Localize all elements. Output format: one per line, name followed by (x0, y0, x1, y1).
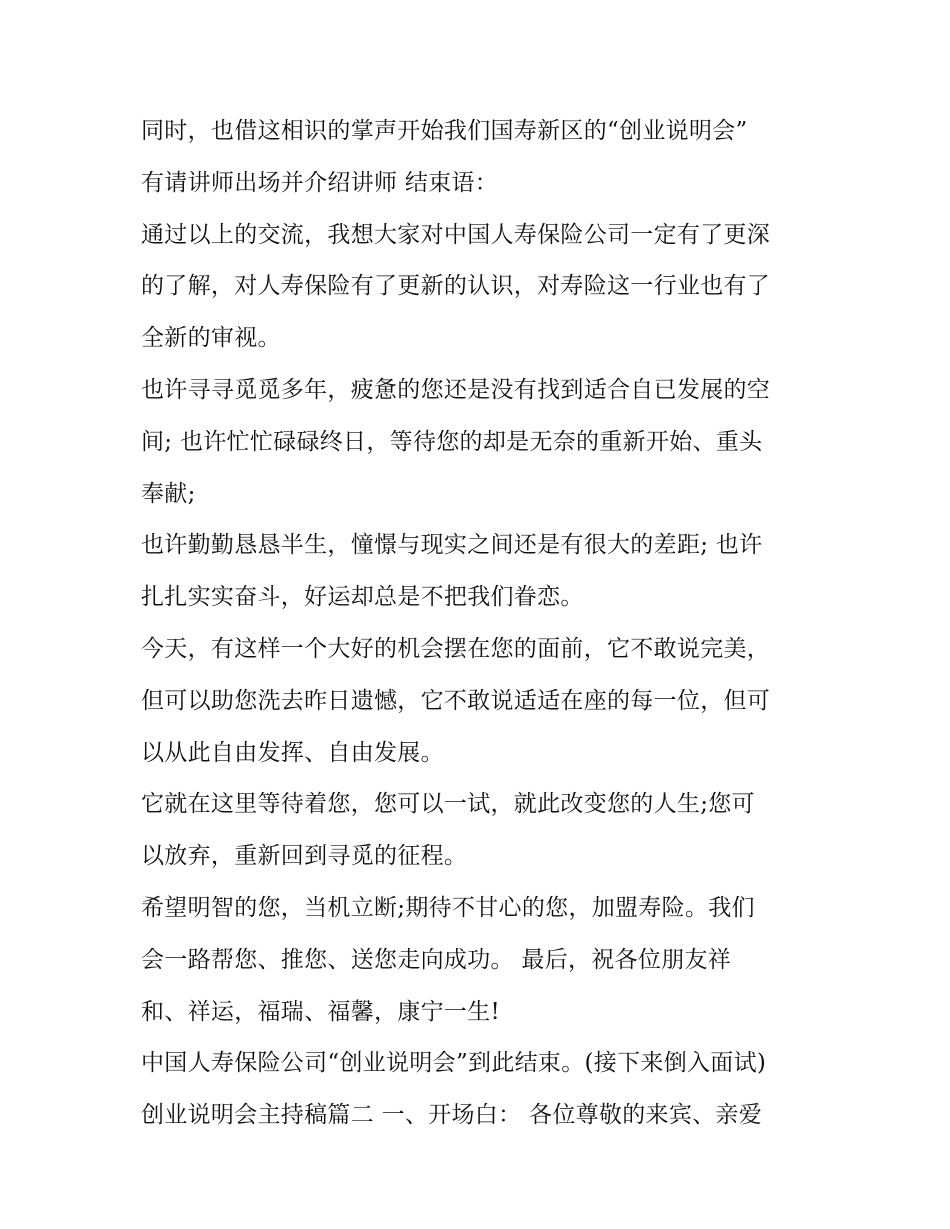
text-line: 以从此自由发挥、自由发展。 (141, 739, 444, 766)
text-line: 和、祥运，福瑞、福馨，康宁一生! (141, 998, 501, 1025)
text-line: 通过以上的交流，我想大家对中国人寿保险公司一定有了更深 (141, 221, 771, 248)
text-line: 它就在这里等待着您，您可以一试，就此改变您的人生;您可 (141, 791, 755, 818)
text-line: 希望明智的您，当机立断;期待不甘心的您，加盟寿险。我们 (141, 894, 755, 921)
text-line: 中国人寿保险公司“创业说明会”到此结束。(接下来倒入面试) (141, 1050, 767, 1077)
text-line: 有请讲师出场并介绍讲师 结束语： (141, 169, 499, 196)
text-line: 全新的审视。 (141, 325, 281, 352)
text-line: 创业说明会主持稿篇二 一、开场白： 各位尊敬的来宾、亲爱 (141, 1102, 763, 1129)
text-line: 今天，有这样一个大好的机会摆在您的面前，它不敢说完美， (141, 635, 771, 662)
text-line: 以放弃，重新回到寻觅的征程。 (141, 843, 468, 870)
text-line: 间; 也许忙忙碌碌终日，等待您的却是无奈的重新开始、重头 (141, 428, 763, 455)
text-line: 扎扎实实奋斗，好运却总是不把我们眷恋。 (141, 584, 584, 611)
text-line: 会一路帮您、推您、送您走向成功。 最后，祝各位朋友祥 (141, 946, 732, 973)
text-line: 奉献; (141, 480, 196, 507)
text-line: 同时，也借这相识的掌声开始我们国寿新区的“创业说明会” (141, 118, 748, 144)
text-line: 也许寻寻觅觅多年，疲惫的您还是没有找到适合自已发展的空 (141, 376, 771, 403)
document-body (141, 106, 821, 1142)
text-line: 的了解，对人寿保险有了更新的认识，对寿险这一行业也有了 (141, 273, 771, 300)
text-line: 但可以助您洗去昨日遗憾，它不敢说适适在座的每一位，但可 (141, 687, 771, 714)
text-line: 也许勤勤恳恳半生，憧憬与现实之间还是有很大的差距; 也许 (141, 532, 763, 559)
